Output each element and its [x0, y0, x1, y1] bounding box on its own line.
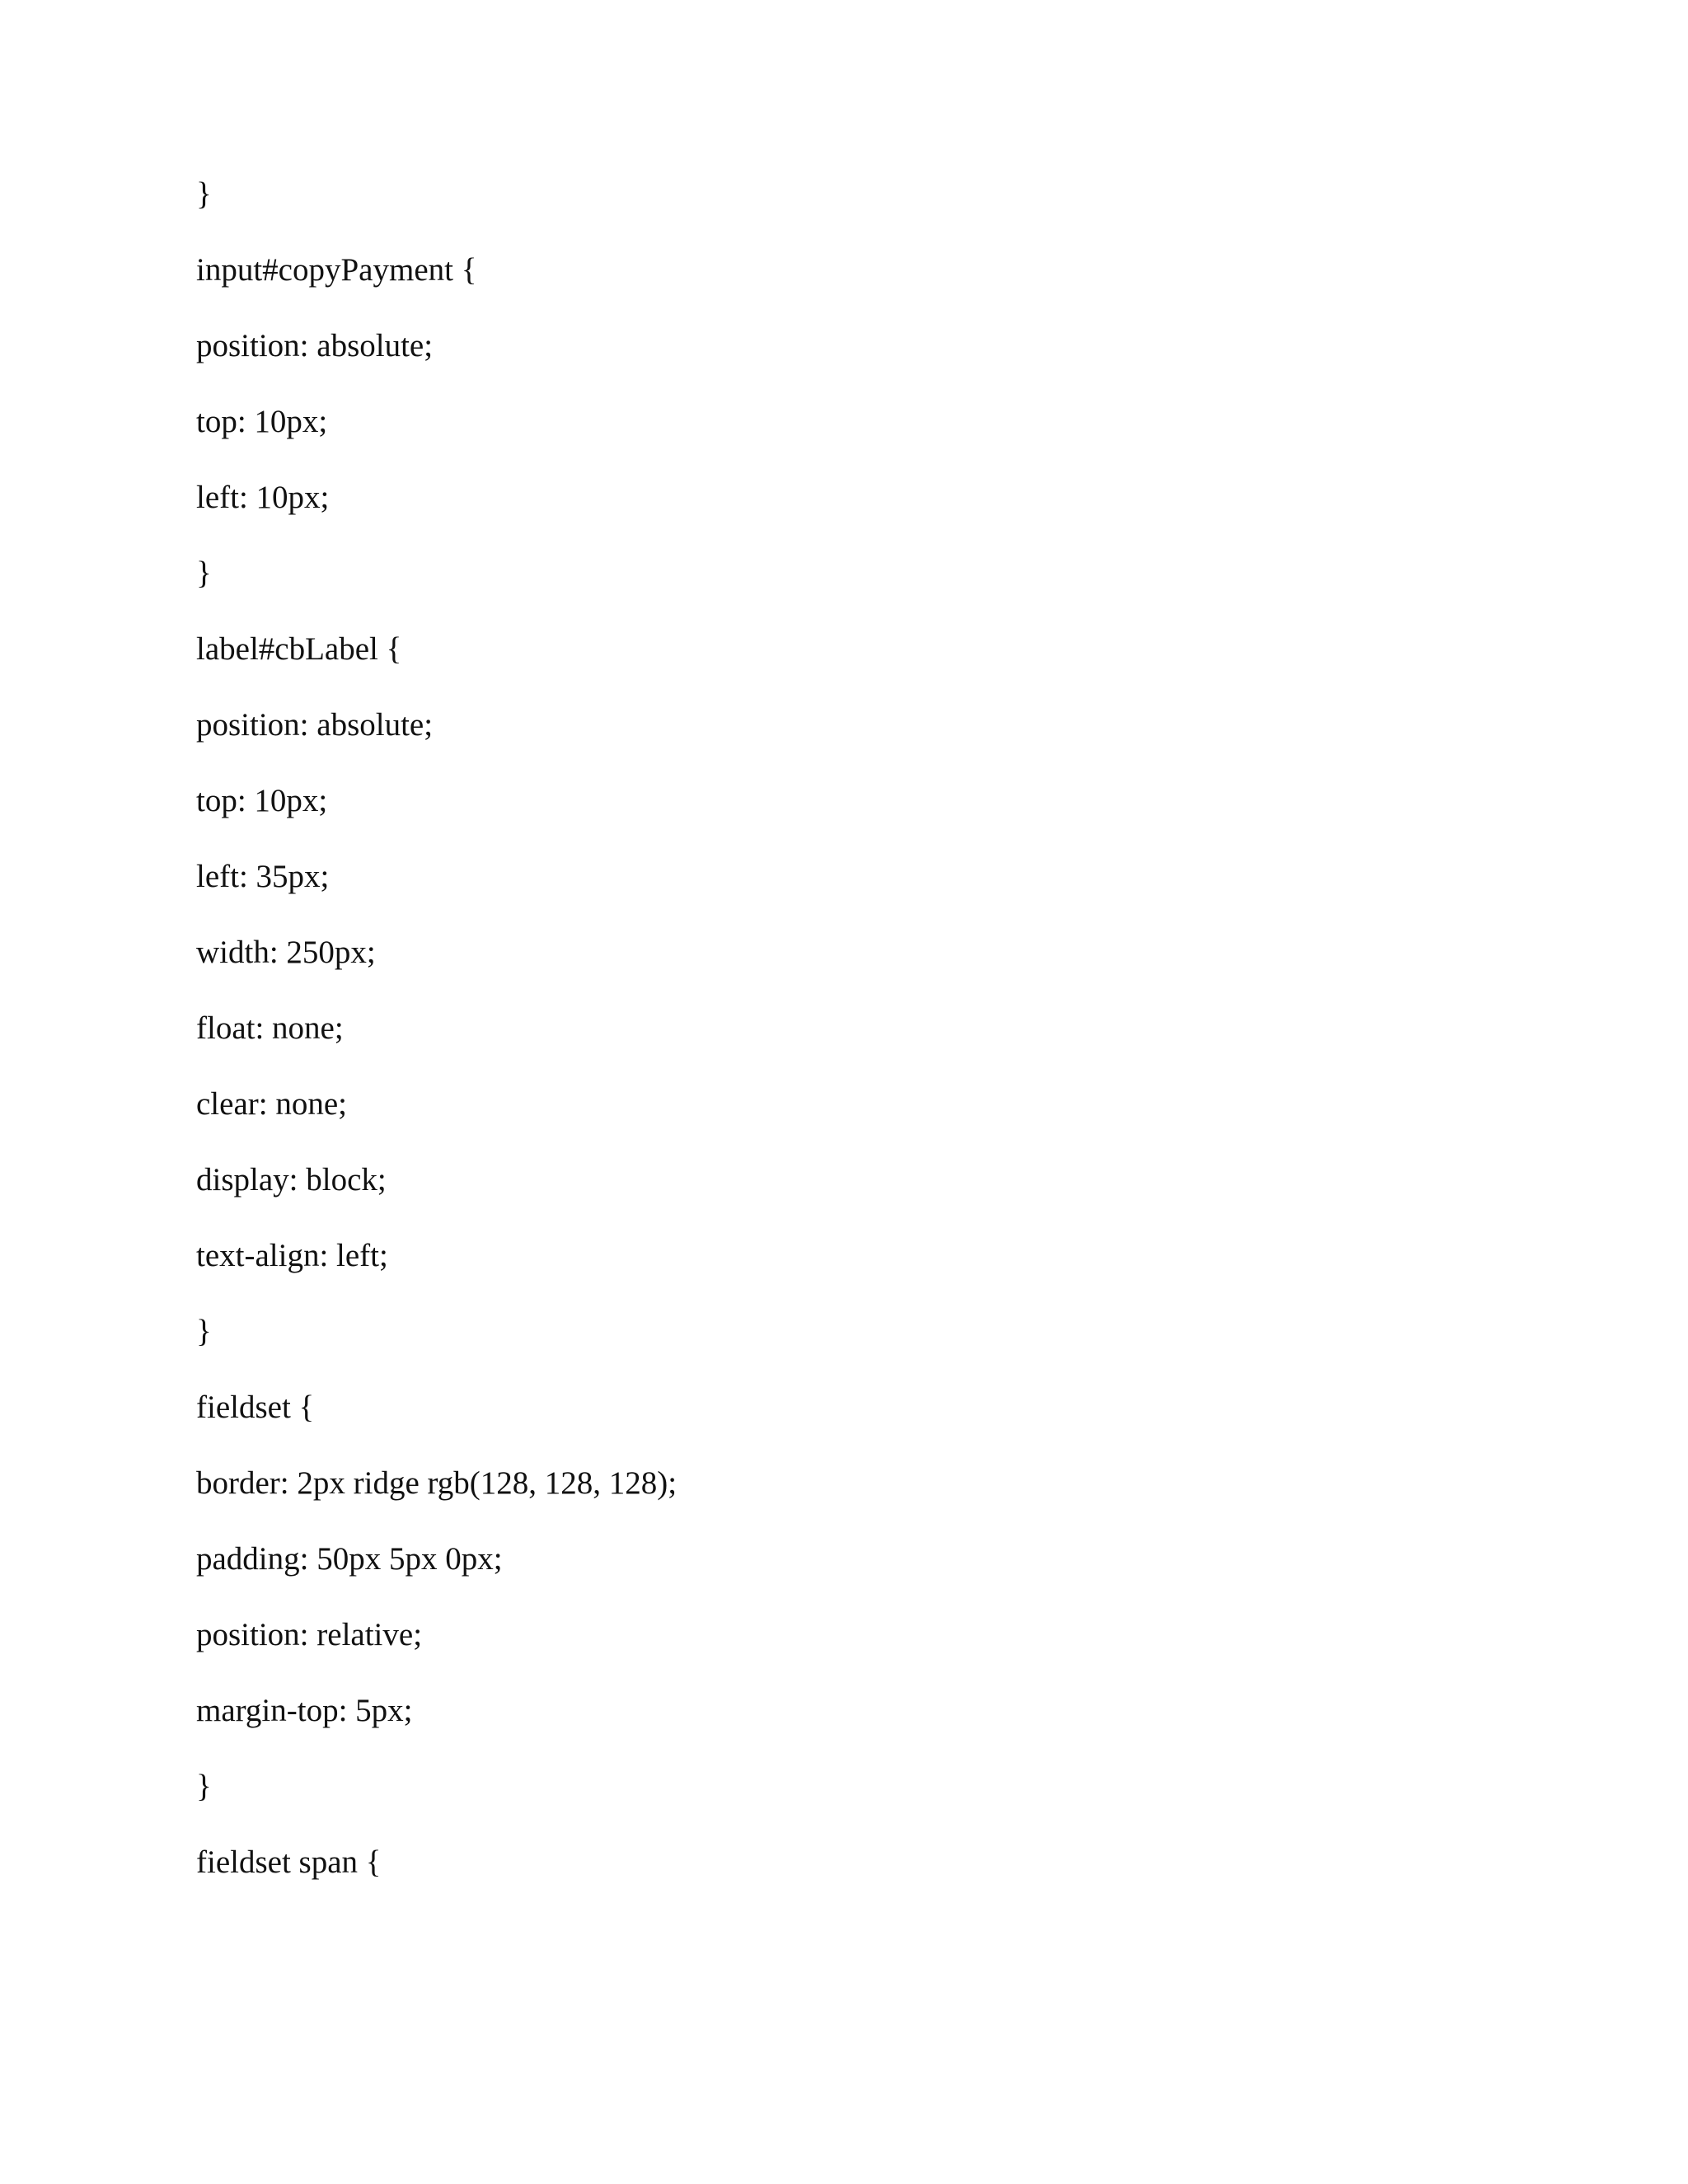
text-line: display: block;	[196, 1162, 387, 1197]
text-line: top: 10px;	[196, 783, 328, 818]
text-line: clear: none;	[196, 1086, 347, 1122]
text-line: text-align: left;	[196, 1238, 388, 1273]
text-line: position: absolute;	[196, 707, 434, 743]
text-line: margin-top: 5px;	[196, 1693, 413, 1728]
text-line: left: 35px;	[196, 859, 330, 894]
text-line: }	[196, 1314, 212, 1349]
text-line: }	[196, 555, 212, 591]
text-line: label#cbLabel {	[196, 631, 402, 667]
code-text-block	[196, 176, 678, 1938]
text-line: top: 10px;	[196, 404, 328, 439]
text-line: left: 10px;	[196, 480, 330, 515]
text-line: position: relative;	[196, 1617, 423, 1652]
text-line: float: none;	[196, 1010, 344, 1046]
text-line: border: 2px ridge rgb(128, 128, 128);	[196, 1465, 678, 1501]
text-line: padding: 50px 5px 0px;	[196, 1541, 503, 1577]
text-line: }	[196, 176, 212, 212]
text-line: position: absolute;	[196, 328, 434, 363]
text-line: input#copyPayment {	[196, 252, 477, 288]
text-line: fieldset {	[196, 1390, 315, 1425]
text-line: fieldset span {	[196, 1844, 382, 1880]
text-line: }	[196, 1769, 212, 1804]
text-line: width: 250px;	[196, 935, 376, 970]
